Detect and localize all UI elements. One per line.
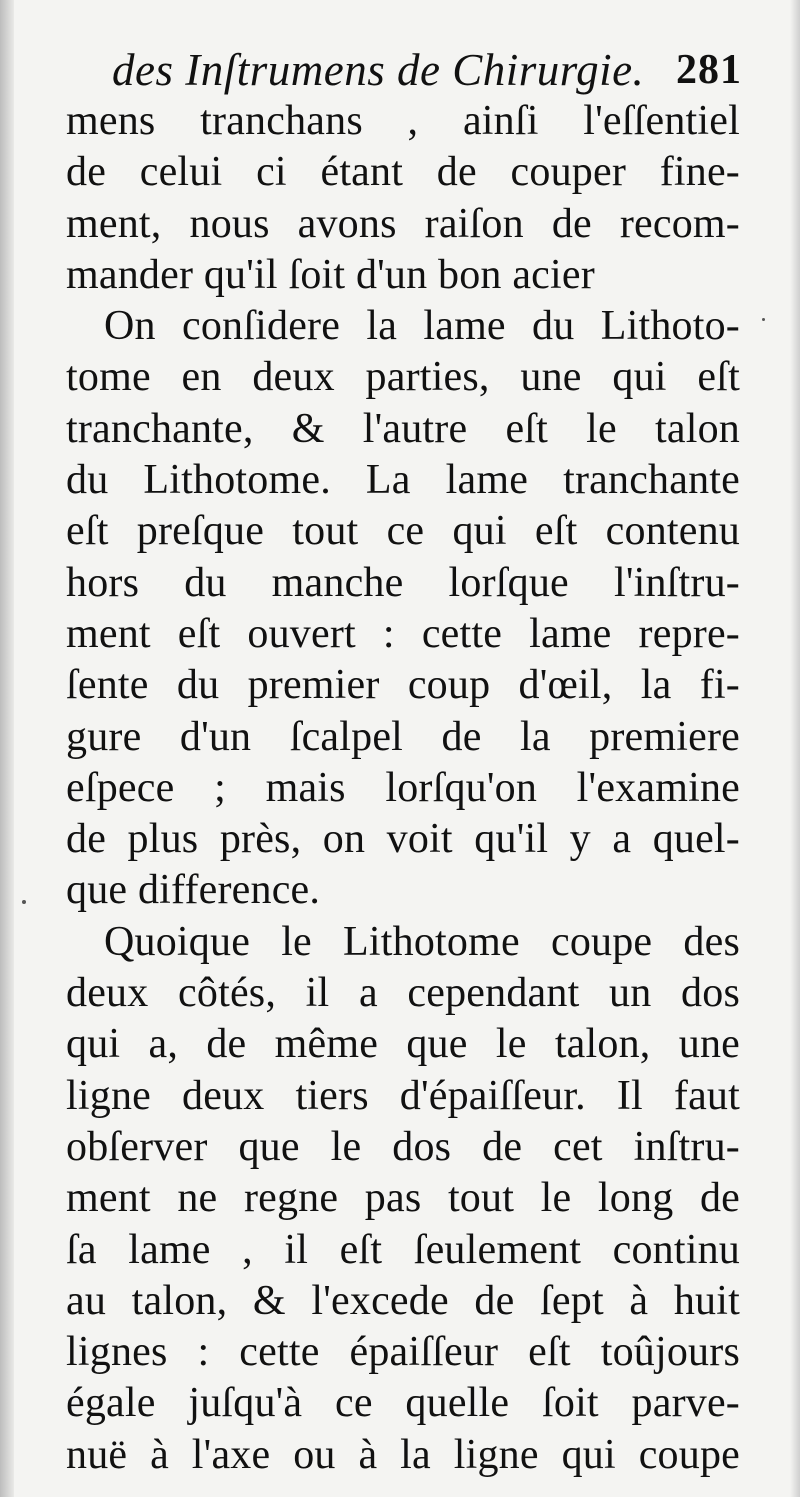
paragraph-first-line: On conſidere la lame du Lithoto- <box>104 303 740 350</box>
text-line: gure d'un ſcalpel de la premiere <box>66 713 740 760</box>
text-line: mens tranchans , ainſi l'eſſentiel <box>66 98 740 144</box>
text-line: obſerver que le dos de cet inſtru- <box>66 1123 740 1170</box>
text-line: ſa lame , il eſt ſeulement continu <box>66 1226 740 1273</box>
text-line: au talon, & l'excede de ſept à huit <box>66 1277 740 1324</box>
text-line: tome en deux parties, une qui eſt <box>66 354 740 401</box>
text-line: hors du manche lorſque l'inſtru- <box>66 559 740 606</box>
body-text <box>66 96 740 1481</box>
text-line: nuë à l'axe ou à la ligne qui coupe <box>66 1431 740 1478</box>
page-number: 281 <box>676 47 742 93</box>
text-line: tranchante, & l'autre eſt le talon <box>66 405 740 452</box>
text-line: mander qu'il ſoit d'un bon acier <box>66 251 595 298</box>
text-line: de celui ci étant de couper fine- <box>66 149 740 196</box>
text-line: ligne deux tiers d'épaiſſeur. Il faut <box>66 1072 740 1119</box>
text-line: du Lithotome. La lame tranchante <box>66 457 740 504</box>
text-line: lignes : cette épaiſſeur eſt toûjours <box>66 1329 740 1376</box>
running-title: des Inſtrumens de Chirurgie. <box>112 45 645 95</box>
text-line: deux côtés, il a cependant un dos <box>66 970 740 1017</box>
text-line: ment ne regne pas tout le long de <box>66 1175 740 1222</box>
paragraph-first-line: Quoique le Lithotome coupe des <box>104 918 740 965</box>
text-line: eſpece ; mais lorſqu'on l'examine <box>66 764 740 811</box>
text-line: de plus près, on voit qu'il y a quel- <box>66 816 740 863</box>
ink-speck <box>762 318 765 321</box>
text-line: ment eſt ouvert : cette lame repre- <box>66 610 740 657</box>
text-line: qui a, de même que le talon, une <box>66 1021 740 1068</box>
ink-speck <box>22 900 26 904</box>
page-edge-left <box>0 0 14 1497</box>
text-line: ment, nous avons raiſon de recom- <box>66 200 740 247</box>
text-line: égale juſqu'à ce quelle ſoit parve- <box>66 1380 740 1427</box>
text-line: eſt preſque tout ce qui eſt contenu <box>66 508 740 555</box>
text-line: ſente du premier coup d'œil, la fi- <box>66 662 740 709</box>
page-header <box>112 42 742 98</box>
page-edge-right <box>790 0 800 1497</box>
text-line: que difference. <box>66 867 321 914</box>
